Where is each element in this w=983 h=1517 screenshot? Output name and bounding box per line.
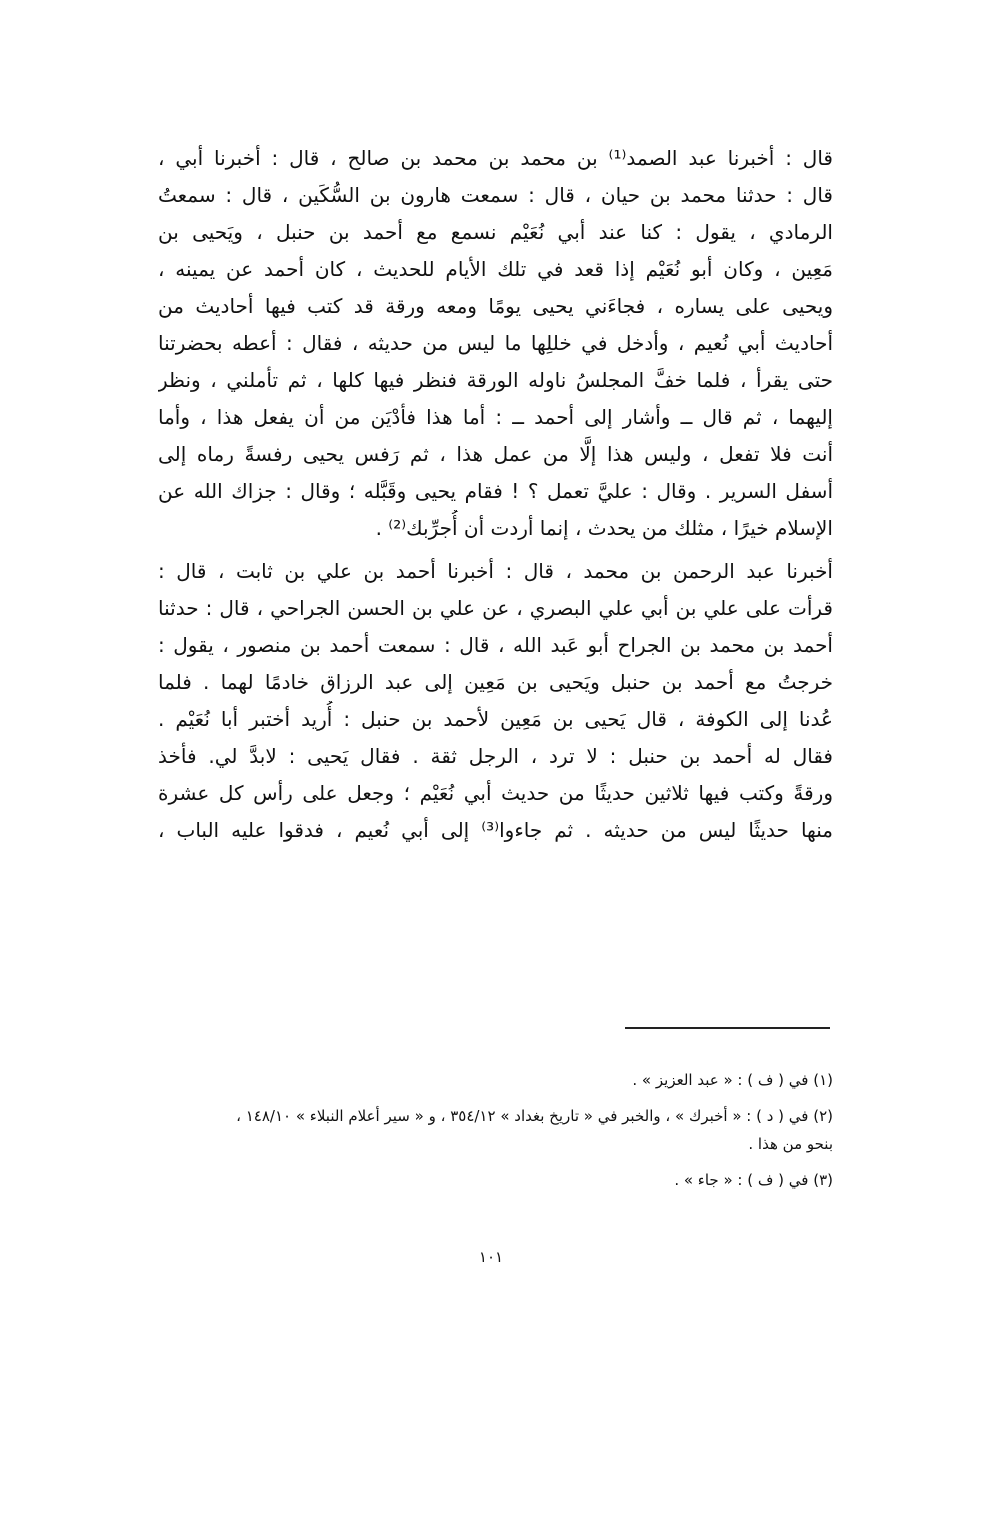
footnote-line: (٢) في ( د ) : « أخبرك » ، والخبر في « تاريخ بغداد » ٣٥٤/١٢ ، و « سير أعلام النبلاء » ١٤٨/١٠ ، bbox=[236, 1107, 833, 1125]
paragraph-2 bbox=[158, 553, 833, 849]
footnote-2 bbox=[158, 1102, 833, 1158]
footnote-line: بنحو من هذا . bbox=[748, 1135, 833, 1153]
main-text bbox=[158, 140, 833, 849]
text-line: الرمادي ، يقول : كنا عند أبي نُعَيْم نسمع مع أحمد بن حنبل ، ويَحيى بن bbox=[158, 220, 833, 244]
text-line: حتى يقرأ ، فلما خفَّ المجلسُ ناوله الورقة فنظر فيها كلها ، ثم تأملني ، ونظر bbox=[158, 368, 833, 392]
text-line: أسفل السرير . وقال : عليَّ تعمل ؟ ! فقام يحيى وقَبَّله ؛ وقال : جزاك الله عن bbox=[158, 479, 833, 503]
footnote-3 bbox=[158, 1166, 833, 1194]
text-line: منها حديثًا ليس من حديثه . ثم جاءوا⁽³⁾ إلى أبي نُعيم ، فدقوا عليه الباب ، bbox=[158, 818, 833, 842]
text-line: أحاديث أبي نُعيم ، وأدخل في خللِها ما ليس من حديثه ، فقال : أعطه بحضرتنا bbox=[158, 331, 833, 355]
footnote-line: (١) في ( ف ) : « عبد العزيز » . bbox=[632, 1071, 833, 1089]
text-line: عُدنا إلى الكوفة ، قال يَحيى بن مَعِين لأحمد بن حنبل : أُريد أختبر أبا نُعَيْم . bbox=[158, 707, 833, 731]
text-line: ويحيى على يساره ، فجاءَني يحيى يومًا ومعه ورقة قد كتب فيها أحاديث من bbox=[158, 294, 833, 318]
text-line: مَعِين ، وكان أبو نُعَيْم إذا قعد في تلك الأيام للحديث ، كان أحمد عن يمينه ، bbox=[158, 257, 833, 281]
footnote-line: (٣) في ( ف ) : « جاء » . bbox=[674, 1171, 833, 1189]
text-line: أنت فلا تفعل ، وليس هذا إلَّا من عمل هذا ، ثم رَفس يحيى رفسةً رماه إلى bbox=[158, 442, 833, 466]
text-line: ورقةً وكتب فيها ثلاثين حديثًا من حديث أبي نُعَيْم ؛ وجعل على رأس كل عشرة bbox=[158, 781, 833, 805]
text-line: أخبرنا عبد الرحمن بن محمد ، قال : أخبرنا أحمد بن علي بن ثابت ، قال : bbox=[158, 559, 833, 583]
paragraph-1 bbox=[158, 140, 833, 547]
text-line: فقال له أحمد بن حنبل : لا ترد ، الرجل ثقة . فقال يَحيى : لابدَّ لي. فأخذ bbox=[158, 744, 833, 768]
footnote-1 bbox=[158, 1066, 833, 1094]
text-line: أحمد بن محمد بن الجراح أبو عَبد الله ، قال : سمعت أحمد بن منصور ، يقول : bbox=[158, 633, 833, 657]
text-line: قرأت على علي بن أبي علي البصري ، عن علي بن الحسن الجراحي ، قال : حدثنا bbox=[158, 596, 833, 620]
text-line: قال : أخبرنا عبد الصمد⁽¹⁾ بن محمد بن محمد بن صالح ، قال : أخبرنا أبي ، bbox=[158, 146, 833, 170]
footnotes bbox=[158, 1066, 833, 1202]
text-line: الإسلام خيرًا ، مثلك من يحدث ، إنما أردت أن أُجرِّبك⁽²⁾ . bbox=[375, 516, 833, 540]
footnote-separator bbox=[625, 1027, 830, 1029]
text-line: خرجتُ مع أحمد بن حنبل ويَحيى بن مَعِين إلى عبد الرزاق خادمًا لهما . فلما bbox=[158, 670, 833, 694]
text-line: قال : حدثنا محمد بن حيان ، قال : سمعت هارون بن السُّكَين ، قال : سمعتُ bbox=[158, 183, 833, 207]
page-number: ١٠١ bbox=[478, 1248, 504, 1266]
text-line: إليهما ، ثم قال ــ وأشار إلى أحمد ــ : أما هذا فأدْيَن من أن يفعل هذا ، وأما bbox=[158, 405, 833, 429]
